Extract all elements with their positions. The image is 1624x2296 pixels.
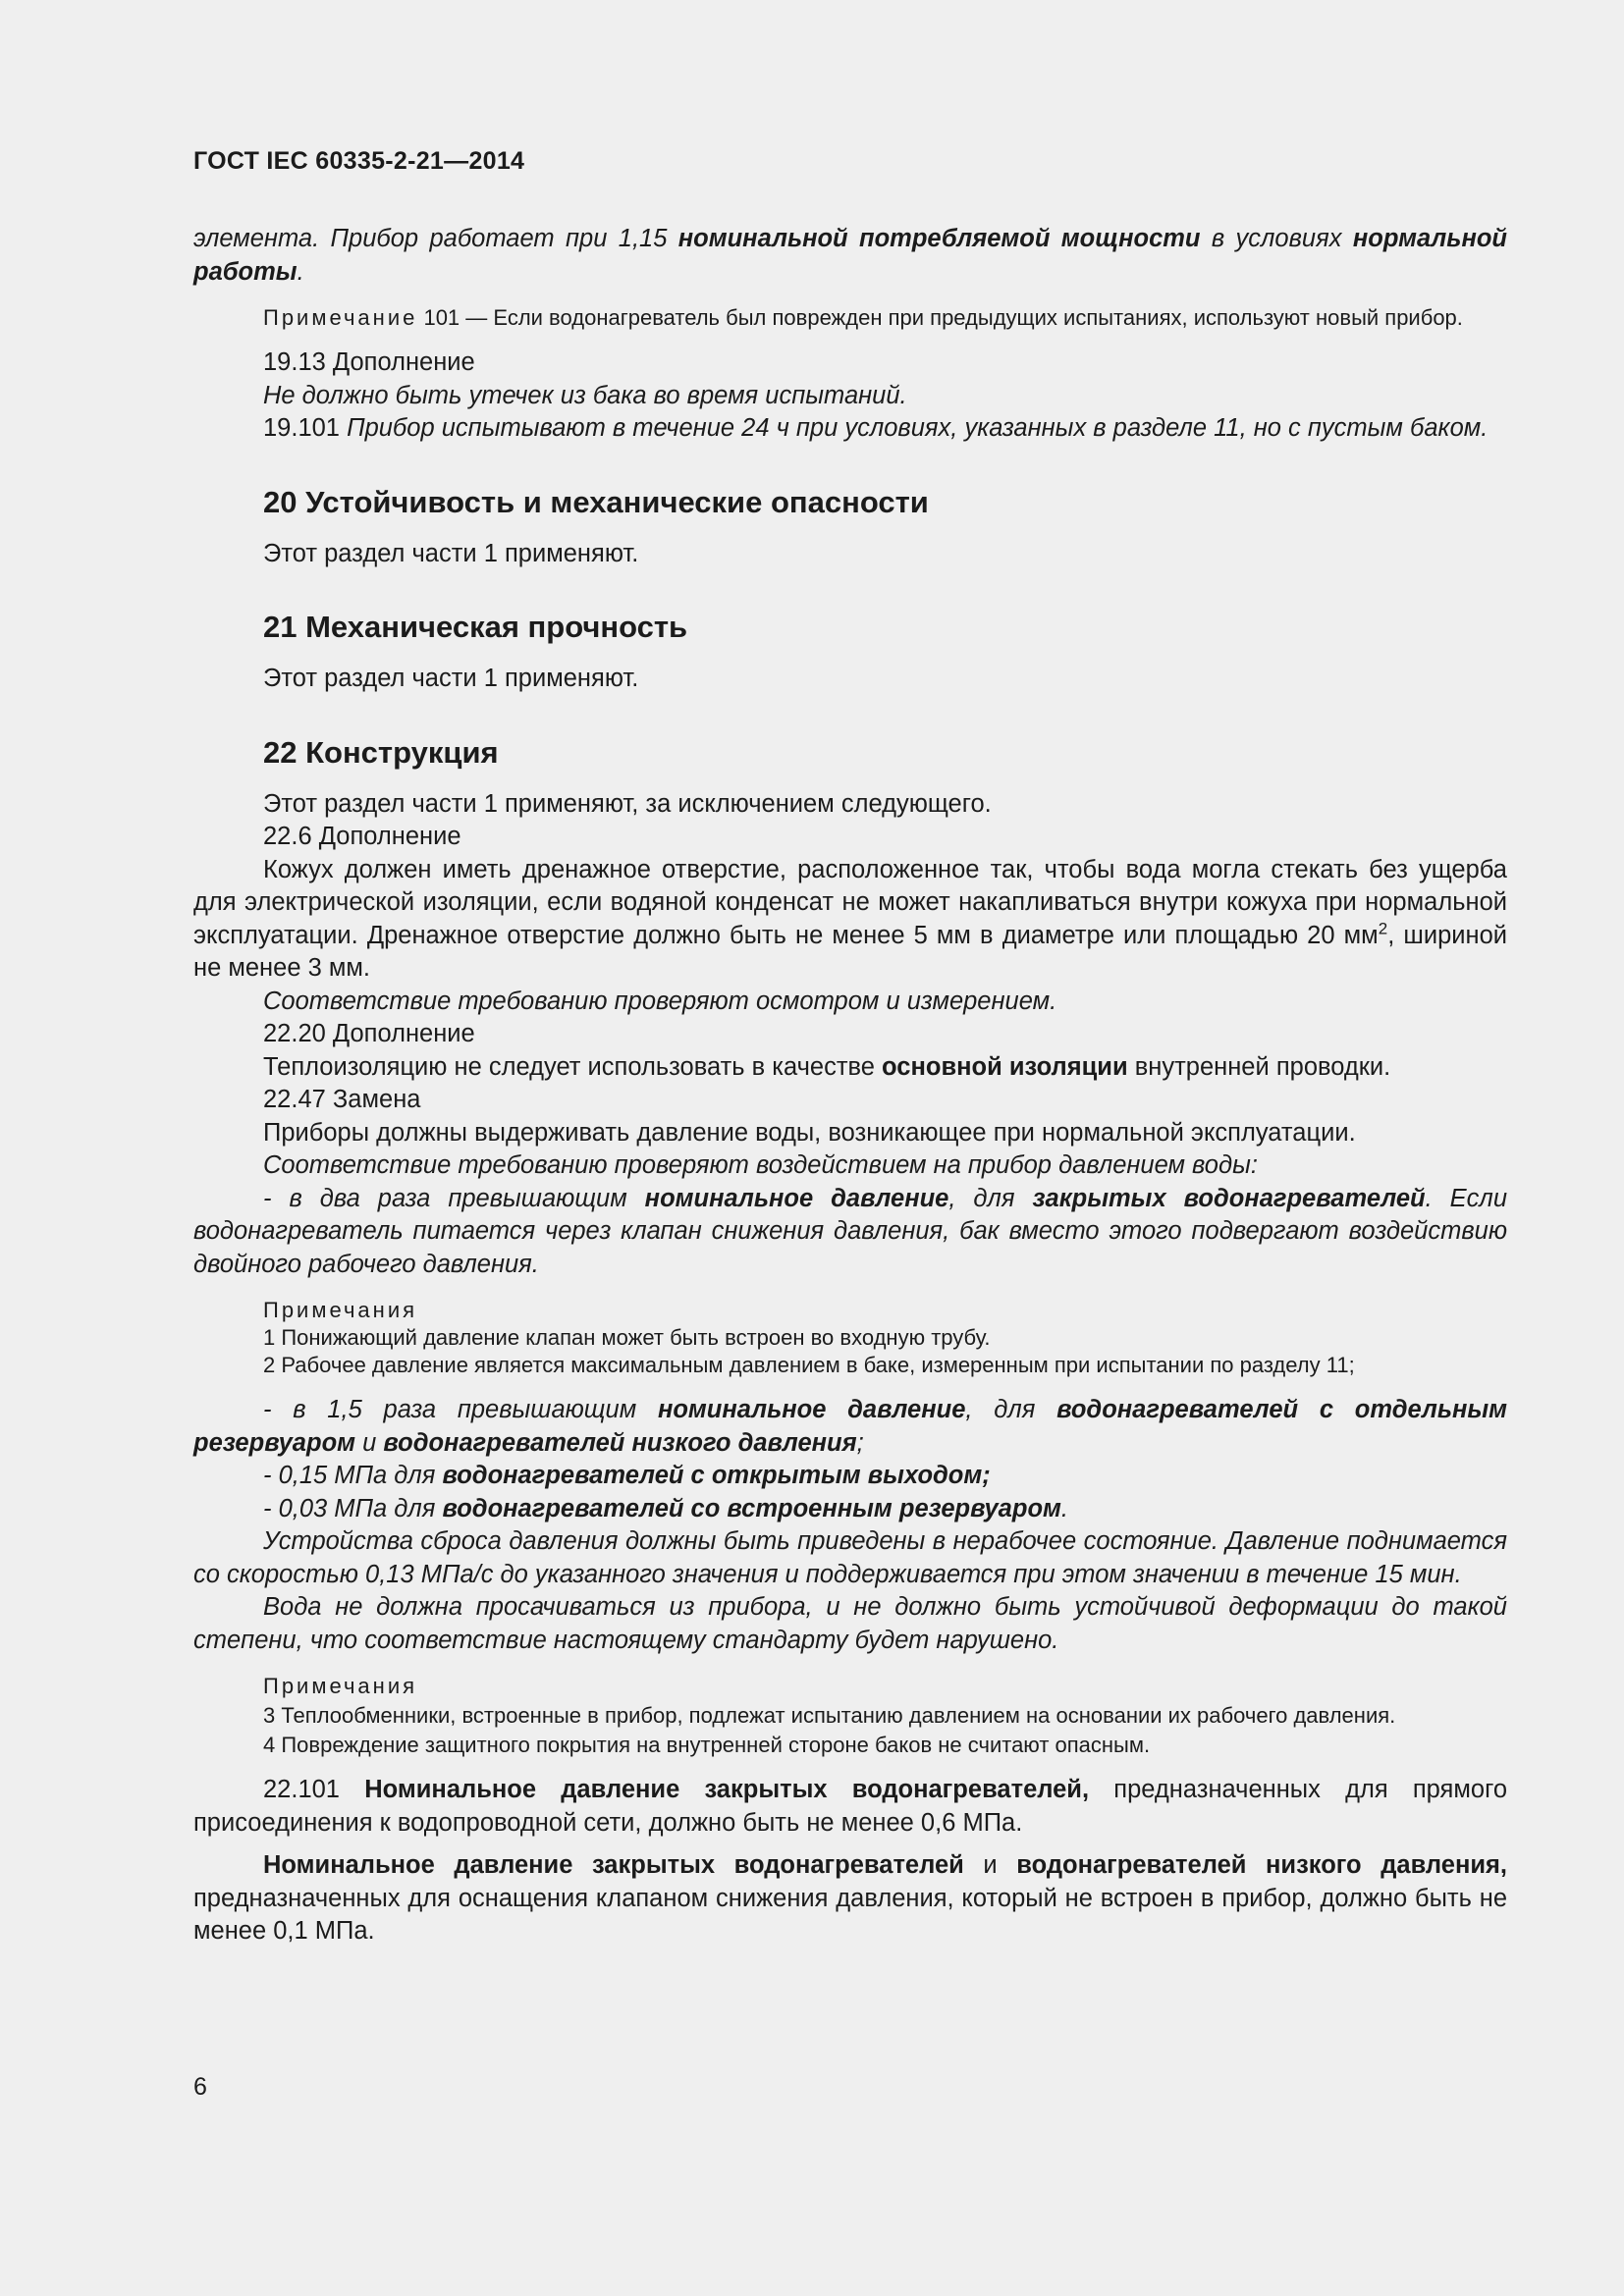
note-1: 1 Понижающий давление клапан может быть встроен во входную трубу. [263, 1325, 991, 1350]
term: номинальное давление [644, 1184, 949, 1212]
clause-number: 22.101 [263, 1776, 365, 1803]
clause-22-47-item-1 [193, 1183, 1507, 1282]
term: водонагревателей с открытым выходом; [442, 1462, 991, 1489]
text-run: в условиях [1200, 225, 1353, 252]
text-run: Кожух должен иметь дренажное отверстие, расположенное так, чтобы вода могла стекать без ущерба для электрической изоляции, если водяной конденсат не может накапливаться внутри кожуха при нормальной эксплуатации. Дренажное отверстие должно быть не менее 5 мм в диаметре или площадью 20 мм [193, 855, 1507, 949]
section-22-heading: 22 Конструкция [263, 734, 499, 770]
note-2: 2 Рабочее давление является максимальным давлением в баке, измеренным при испытании по разделу 11; [263, 1353, 1355, 1377]
text-run: Соответствие требованию проверяют воздействием на прибор давлением воды: [263, 1151, 1258, 1179]
notes-label-1 [193, 1295, 1507, 1325]
text-run: и [963, 1851, 1017, 1879]
text-run: , шириной не менее 3 мм. [193, 921, 1508, 982]
section-22-intro: Этот раздел части 1 применяют, за исключением следующего. [263, 789, 992, 818]
text-run: предназначенных для прямого присоединения к водопроводной сети, должно быть не менее 0,6 МПа. [193, 1776, 1507, 1837]
text-run: - 0,15 МПа для [263, 1462, 443, 1489]
clause-22-47-text: Приборы должны выдерживать давление воды, возникающее при нормальной эксплуатации. [263, 1118, 1356, 1147]
text-run: , для [965, 1396, 1057, 1423]
clause-22-6-text [193, 854, 1507, 986]
text-run: . Если водонагреватель питается через клапан снижения давления, бак вместо этого подвергают воздействию двойного рабочего давления. [193, 1184, 1508, 1278]
section-21-text: Этот раздел части 1 применяют. [263, 665, 639, 692]
text-run: ; [856, 1428, 864, 1457]
clause-22-47-item-4 [193, 1493, 1507, 1526]
text-run: , для [948, 1184, 1033, 1212]
section-20-text: Этот раздел части 1 применяют. [263, 539, 639, 567]
clause-22-101 [193, 1774, 1507, 1840]
clause-19-13-title: 19.13 Дополнение [263, 348, 475, 376]
term: основной изоляции [882, 1052, 1128, 1081]
note-label: Примечание [263, 305, 418, 330]
term: номинальной потребляемой мощности [677, 225, 1201, 252]
term: номинальное давление [657, 1396, 966, 1423]
clause-22-47-check [193, 1149, 1507, 1183]
clause-22-6-title: 22.6 Дополнение [263, 823, 461, 850]
clause-22-101-p2 [193, 1849, 1507, 1949]
page-number: 6 [193, 2073, 207, 2101]
text-run: - 0,03 МПа для [263, 1494, 443, 1522]
clause-22-20-text [193, 1051, 1507, 1085]
note-4: 4 Повреждение защитного покрытия на внутренней стороне баков не считают опасным. [263, 1733, 1151, 1757]
text-run: Теплоизоляцию не следует использовать в качестве [263, 1052, 883, 1081]
clause-22-47-relief [193, 1525, 1507, 1591]
text-run: внутренней проводки. [1127, 1052, 1391, 1081]
running-header: ГОСТ IEC 60335-2-21—2014 [193, 147, 525, 175]
clause-22-47-leak [193, 1591, 1507, 1657]
text-run: и [355, 1428, 384, 1457]
text-run: - в 1,5 раза превышающим [263, 1396, 658, 1423]
note-text: 101 — Если водонагреватель был поврежден при предыдущих испытаниях, используют новый прибор. [417, 305, 1463, 330]
term: нормальной работы [193, 225, 1507, 286]
notes-label-2 [193, 1671, 1507, 1701]
text-run: Не должно быть утечек из бака во время испытаний. [263, 381, 907, 409]
superscript: 2 [1378, 919, 1388, 937]
paragraph-continued [193, 223, 1507, 289]
text-run: элемента. Прибор работает при 1,15 [193, 225, 678, 252]
term: водонагревателей со встроенным резервуаром [442, 1494, 1061, 1522]
term: Номинальное давление закрытых водонагревателей [263, 1851, 964, 1879]
clause-22-47-title: 22.47 Замена [263, 1086, 421, 1113]
term: водонагревателей низкого давления [383, 1428, 857, 1457]
clause-number: 19.101 [263, 414, 348, 442]
text-run: Устройства сброса давления должны быть приведены в нерабочее состояние. Давление поднимается со скоростью 0,13 МПа/с до указанного значения и поддерживается при этом значении в течение 15 мин. [193, 1527, 1507, 1588]
clause-22-20-title: 22.20 Дополнение [263, 1020, 475, 1047]
note-101 [193, 302, 1507, 333]
text-run: предназначенных для оснащения клапаном снижения давления, который не встроен в прибор, должно быть не менее 0,1 МПа. [193, 1884, 1507, 1945]
section-20-heading: 20 Устойчивость и механические опасности [263, 484, 929, 519]
term: водонагревателей с отдельным резервуаром [193, 1396, 1507, 1457]
text-run: - в два раза превышающим [263, 1184, 645, 1212]
clause-19-101 [193, 412, 1507, 446]
note-3: 3 Теплообменники, встроенные в прибор, подлежат испытанию давлением на основании их рабочего давления. [263, 1703, 1396, 1728]
note-label: Примечания [263, 1674, 418, 1698]
text-run: Соответствие требованию проверяют осмотром и измерением. [263, 987, 1057, 1015]
term: закрытых водонагревателей [1032, 1184, 1426, 1212]
page-content [193, 223, 1507, 1949]
note-label: Примечания [263, 1298, 418, 1322]
text-run: . [1060, 1494, 1068, 1522]
term: водонагревателей низкого давления, [1016, 1851, 1507, 1879]
clause-19-13-text [193, 380, 1507, 413]
clause-22-6-check [193, 986, 1507, 1019]
text-run: . [297, 257, 304, 286]
clause-22-47-item-2 [193, 1394, 1507, 1460]
section-21-heading: 21 Механическая прочность [263, 610, 688, 644]
text-run: Вода не должна просачиваться из прибора, и не должно быть устойчивой деформации до такой степени, что соответствие настоящему стандарту будет нарушено. [193, 1593, 1507, 1654]
clause-22-47-item-3 [193, 1460, 1507, 1493]
text-run: Прибор испытывают в течение 24 ч при условиях, указанных в разделе 11, но с пустым баком. [347, 414, 1489, 442]
term: Номинальное давление закрытых водонагревателей, [364, 1776, 1090, 1803]
